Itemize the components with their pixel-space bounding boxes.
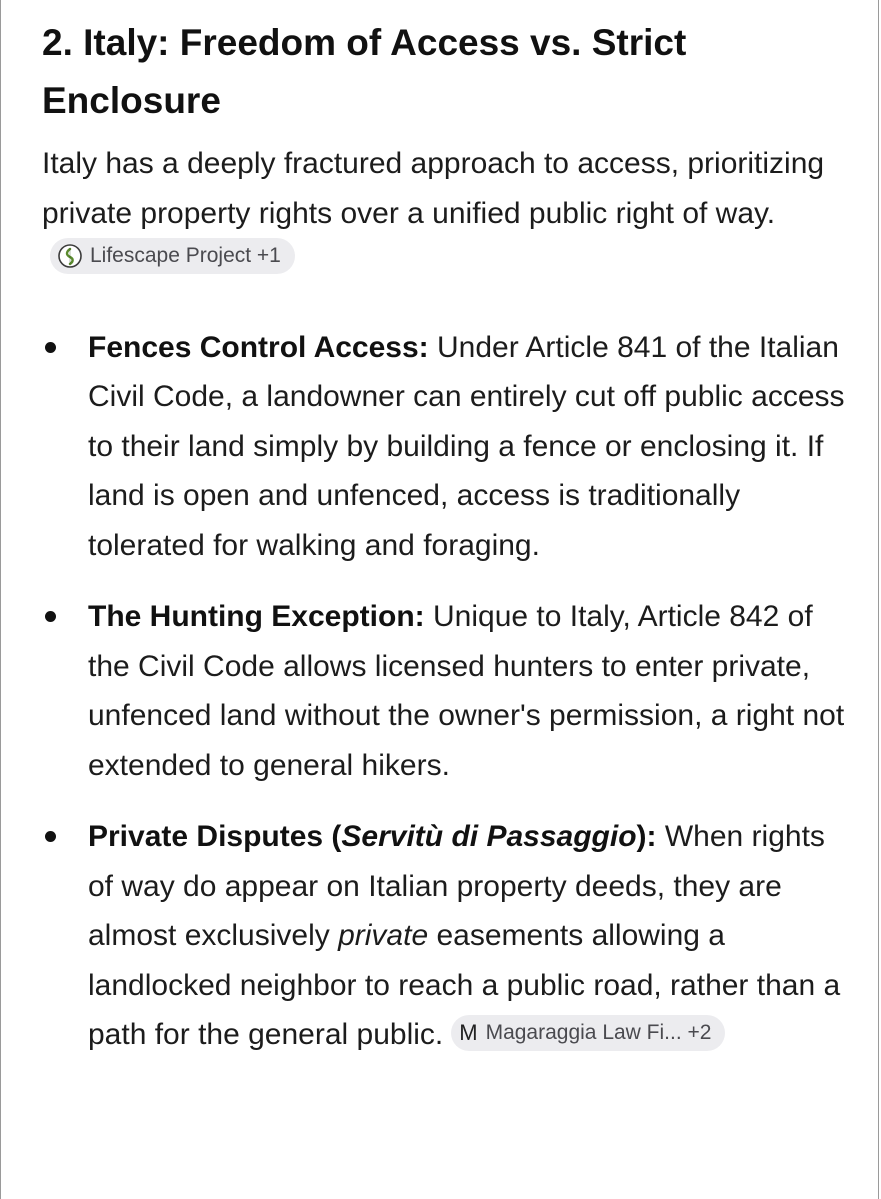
- citation-label: Lifescape Project +1: [90, 244, 281, 267]
- citation-chip-lifescape[interactable]: [50, 238, 295, 274]
- bullet-title-pre: Private Disputes (: [88, 820, 342, 853]
- bullet-dot: [45, 342, 56, 353]
- bullet-text: Unique to Italy, Article 842 of the Civil Code allows licensed hunters to enter private, unfenced land without the owner's permission, a right not extended to general hikers.: [88, 600, 845, 782]
- bullet-text-italic: private: [338, 919, 429, 952]
- bullet-title: [88, 820, 657, 853]
- section-heading: 2. Italy: Freedom of Access vs. Strict Enclosure: [42, 22, 687, 121]
- list-item: [42, 592, 852, 790]
- bullet-title: Fences Control Access:: [88, 330, 429, 364]
- bullet-dot: [45, 611, 56, 622]
- magaraggia-logo-icon: M: [459, 1020, 478, 1045]
- bullet-dot: [45, 831, 56, 842]
- bullet-text: Under Article 841 of the Italian Civil Code, a landowner can entirely cut off public access to their land simply by building a fence or enclosing it. If land is open and unfenced, access is traditionally tolerated for walking and foraging.: [88, 330, 845, 562]
- list-item: [42, 812, 852, 1060]
- citation-label: Magaraggia Law Fi... +2: [485, 1021, 712, 1044]
- list-item: [42, 323, 852, 571]
- intro-text: Italy has a deeply fractured approach to access, prioritizing private property rights over a unified public right of way.: [42, 147, 825, 230]
- bullet-list: [42, 323, 852, 1060]
- article-section: [42, 14, 852, 1060]
- bullet-title-post: ):: [636, 820, 657, 853]
- intro-paragraph: [42, 139, 852, 288]
- bullet-text-pre: When rights of way do appear on Italian property deeds, they are almost exclusively: [88, 820, 825, 952]
- bullet-text-post: easements allowing a landlocked neighbor to reach a public road, rather than a path for the general public.: [88, 919, 841, 1051]
- citation-chip-magaraggia[interactable]: [451, 1015, 725, 1051]
- lifescape-logo-icon: [58, 244, 82, 268]
- bullet-title: The Hunting Exception:: [88, 600, 425, 633]
- bullet-title-italic: Servitù di Passaggio: [341, 820, 637, 853]
